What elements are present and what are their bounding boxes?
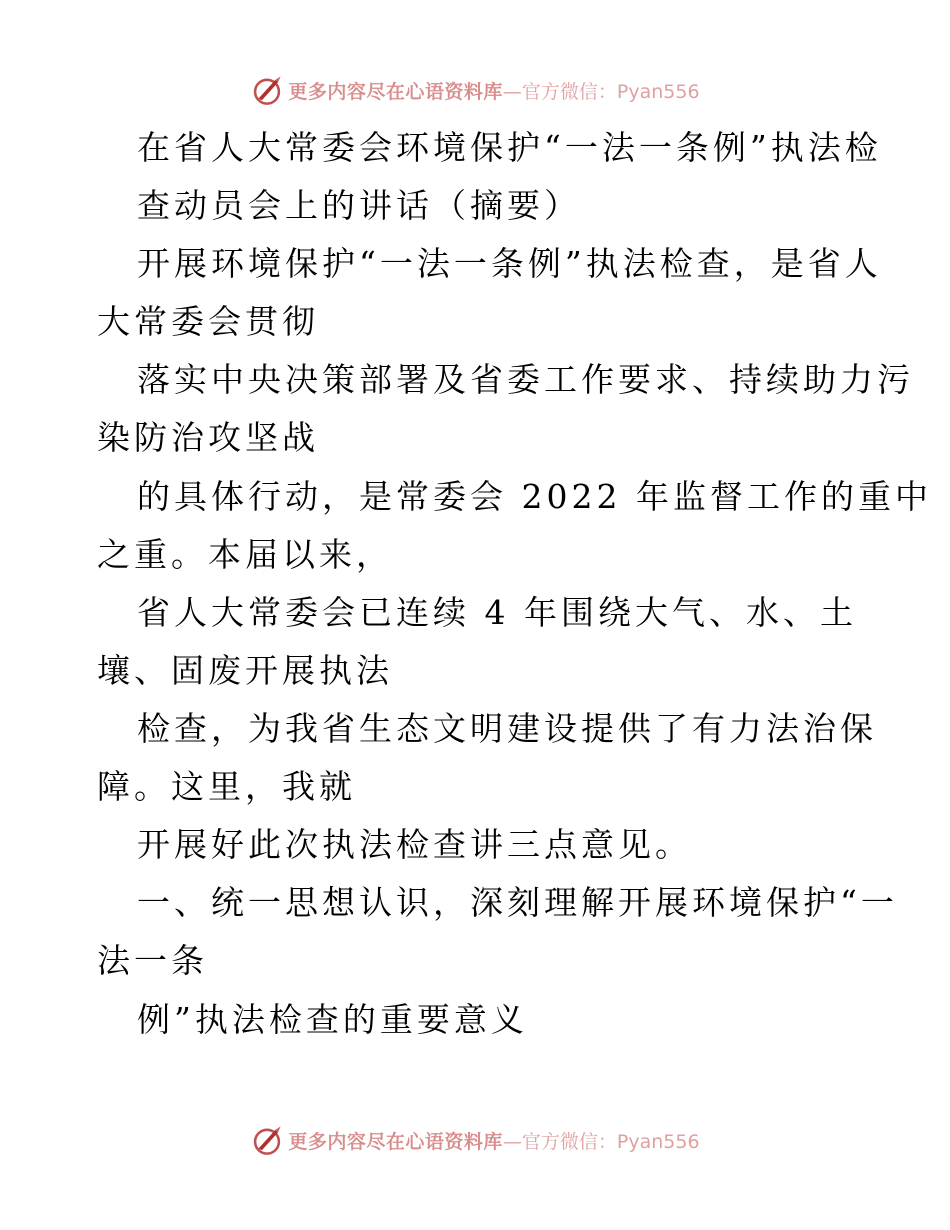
text-line: 之重。本届以来， [97,535,393,574]
watermark-contact-text: —官方微信：Pyan556 [502,1130,700,1153]
text-line: 开展环境保护“一法一条例”执法检查，是省人 [137,244,882,283]
text-line: 壤、固废开展执法 [97,651,393,690]
quill-logo-icon [250,73,284,107]
watermark-site-text: 更多内容尽在心语资料库 [288,1130,503,1153]
text-line: 法一条 [97,941,208,980]
watermark-contact-text: —官方微信：Pyan556 [502,80,700,103]
text-line: 省人大常委会已连续 4 年围绕大气、水、土 [137,593,857,632]
text-line: 例”执法检查的重要意义 [137,1000,528,1039]
text-line: 大常委会贯彻 [97,302,319,341]
watermark-site-text: 更多内容尽在心语资料库 [288,80,503,103]
text-line: 障。这里，我就 [97,767,356,806]
text-line: 检查，为我省生态文明建设提供了有力法治保 [137,709,877,748]
quill-logo-icon [250,1123,284,1157]
text-line: 在省人大常委会环境保护“一法一条例”执法检 [137,128,882,167]
footer-watermark [0,1120,950,1160]
text-line: 染防治攻坚战 [97,418,319,457]
header-watermark [0,70,950,110]
text-line: 的具体行动，是常委会 2022 年监督工作的重中 [137,477,932,516]
text-line: 查动员会上的讲话（摘要） [137,186,581,225]
text-line: 落实中央决策部署及省委工作要求、持续助力污 [137,360,914,399]
text-line: 一、统一思想认识，深刻理解开展环境保护“一 [137,883,898,922]
text-line: 开展好此次执法检查讲三点意见。 [137,825,692,864]
